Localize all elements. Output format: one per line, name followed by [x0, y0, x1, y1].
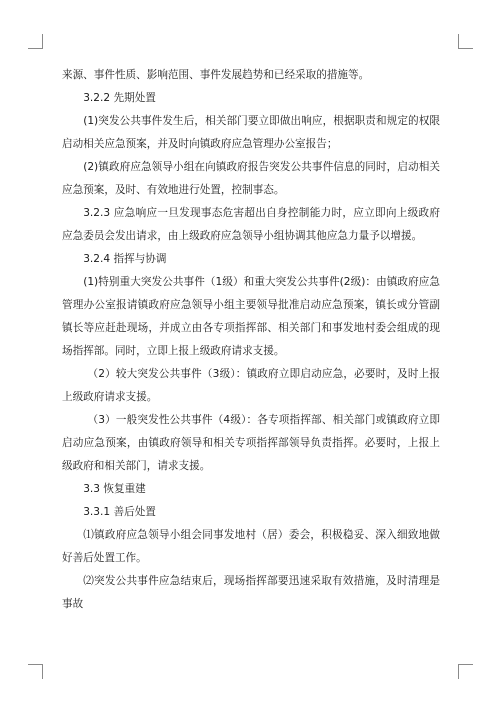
- paragraph-level-3: （2）较大突发公共事件（3级）：镇政府立即启动应急，必要时，及时上报上级政府请求支援。: [62, 368, 440, 403]
- paragraph-item-2: (2)镇政府应急领导小组在向镇政府报告突发公共事件信息的同时，启动相关应急预案，及时、有效地进行处置，控制事态。: [62, 161, 440, 196]
- document-body: [62, 64, 440, 616]
- paragraph-level-1-2: (1)特别重大突发公共事件（1级）和重大突发公共事件(2级)：由镇政府应急管理办公室报请镇政府应急领导小组主要领导批准启动应急预案，镇长或分管副镇长等应赶赴现场，并成立由各专项指挥部、相关部门和事发地村委会组成的现场指挥部。同时，立即上报上级政府请求支援。: [62, 276, 440, 357]
- paragraph-aftermath-2: ⑵突发公共事件应急结束后，现场指挥部要迅速采取有效措施，及时清理是事故: [62, 575, 440, 610]
- crop-mark-top-right: [458, 34, 473, 49]
- heading-3-3-1: 3.3.1 善后处置: [83, 506, 156, 518]
- crop-mark-top-left: [28, 34, 43, 49]
- crop-mark-bottom-left: [28, 664, 43, 679]
- crop-mark-bottom-right: [458, 664, 473, 679]
- heading-3-2-2: 3.2.2 先期处置: [83, 92, 156, 104]
- heading-3-3: 3.3 恢复重建: [83, 483, 146, 495]
- paragraph-aftermath-1: ⑴镇政府应急领导小组会同事发地村（居）委会，积极稳妥、深入细致地做好善后处置工作。: [62, 529, 440, 564]
- paragraph-item-1: (1)突发公共事件发生后，相关部门要立即做出响应，根据职责和规定的权限启动相关应急预案，并及时向镇政府应急管理办公室报告；: [62, 115, 440, 150]
- paragraph-continuation: 来源、事件性质、影响范围、事件发展趋势和已经采取的措施等。: [62, 69, 370, 81]
- heading-3-2-4: 3.2.4 指挥与协调: [83, 253, 167, 265]
- paragraph-level-4: （3）一般突发性公共事件（4级）：各专项指挥部、相关部门或镇政府立即启动应急预案，由镇政府领导和相关专项指挥部领导负责指挥。必要时，上报上级政府和相关部门，请求支援。: [62, 414, 440, 472]
- paragraph-3-2-3: 3.2.3 应急响应一旦发现事态危害超出自身控制能力时，应立即向上级政府应急委员会发出请求，由上级政府应急领导小组协调其他应急力量予以增援。: [62, 207, 440, 242]
